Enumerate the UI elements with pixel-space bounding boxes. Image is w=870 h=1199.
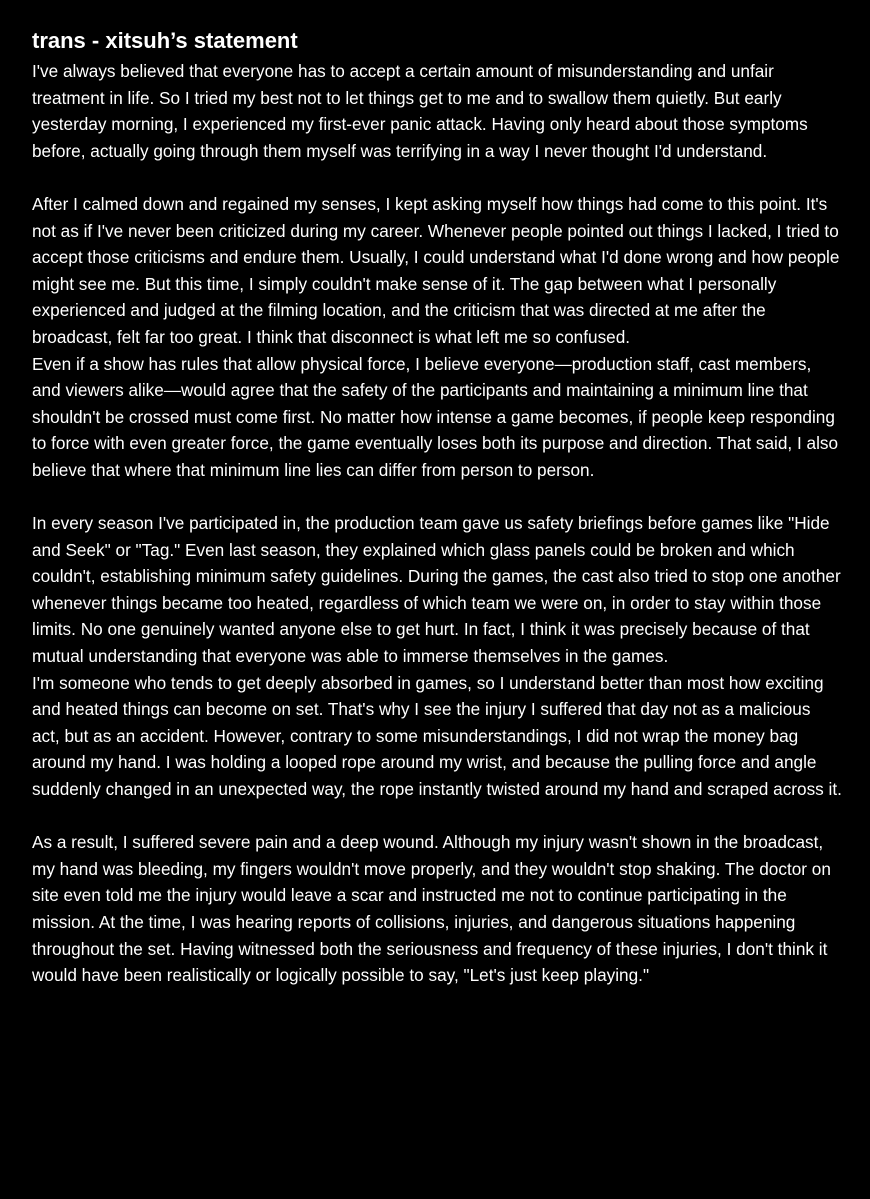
paragraph-injury-accident: I'm someone who tends to get deeply absorbed in games, so I understand better than most how exciting and heated things can become on set. That's why I see the injury I suffered that day not as a malicious act, but as an accident. However, contrary to some misunderstandings, I did not wrap the money bag around my hand. I was holding a looped rope around my wrist, and because the pulling force and angle suddenly changed in an unexpected way, the rope instantly twisted around my hand and scraped across it. — [32, 672, 842, 800]
paragraph-spacer — [32, 803, 842, 830]
paragraph-criticism: After I calmed down and regained my senses, I kept asking myself how things had come to this point. It's not as if I've never been criticized during my career. Whenever people pointed out things I lacked, I tried to accept those criticisms and endure them. Usually, I could understand what I'd done wrong and how people might see me. But this time, I simply couldn't make sense of it. The gap between what I personally experienced and judged at the filming location, and the criticism that was directed at me after the broadcast, felt far too great. I think that disconnect is what left me so confused. — [32, 193, 840, 347]
statement-title: trans - xitsuh’s statement — [32, 28, 298, 53]
paragraph-safety-briefings: In every season I've participated in, the production team gave us safety briefings before games like "Hide and Seek" or "Tag." Even last season, they explained which glass panels could be broken and which couldn't, establishing minimum safety guidelines. During the games, the cast also tried to stop one another whenever things became too heated, regardless of which team we were on, in order to stay within those limits. No one genuinely wanted anyone else to get hurt. In fact, I think it was precisely because of that mutual understanding that everyone was able to immerse themselves in the games. — [32, 513, 841, 667]
paragraph-physical-force: Even if a show has rules that allow physical force, I believe everyone—production staff, cast members, and viewers alike—would agree that the safety of the participants and maintaining a minimum line that shouldn't be crossed must come first. No matter how intense a game becomes, if people keep responding to force with even greater force, the game eventually loses both its purpose and direction. That said, I also believe that where that minimum line lies can differ from person to person. — [32, 353, 839, 480]
paragraph-spacer — [32, 484, 842, 511]
paragraph-spacer — [32, 164, 842, 191]
paragraph-panic-attack: I've always believed that everyone has to accept a certain amount of misunderstanding and unfair treatment in life. So I tried my best not to let things get to me and to swallow them quietly. But early yesterday morning, I experienced my first-ever panic attack. Having only heard about those symptoms before, actually going through them myself was terrifying in a way I never thought I'd understand. — [32, 61, 808, 161]
paragraph-injury-result: As a result, I suffered severe pain and a deep wound. Although my injury wasn't shown in the broadcast, my hand was bleeding, my fingers wouldn't move properly, and they wouldn't stop shaking. The doctor on site even told me the injury would leave a scar and instructed me not to continue participating in the mission. At the time, I was hearing reports of collisions, injuries, and dangerous situations happening throughout the set. Having witnessed both the seriousness and frequency of these injuries, I don't think it would have been realistically or logically possible to say, "Let's just keep playing." — [32, 832, 831, 986]
statement-document — [32, 26, 842, 989]
